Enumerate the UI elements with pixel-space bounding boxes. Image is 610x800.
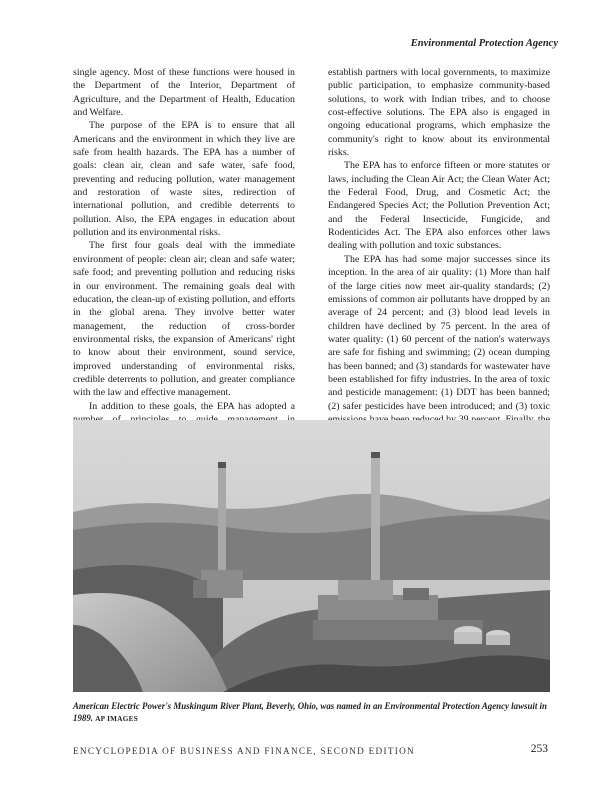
left-paragraph-4: In addition to these goals, the EPA has adopted a (89, 400, 295, 412)
power-plant-illustration (73, 420, 550, 692)
caption-text: American Electric Power's Muskingum River Plant, Beverly, Ohio, was named in an Environmental Protection Agency lawsuit in 1989. (73, 701, 547, 723)
running-head: Environmental Protection Agency (410, 38, 558, 49)
photo-caption (73, 700, 550, 725)
left-column (73, 66, 295, 466)
publication-title: ENCYCLOPEDIA OF BUSINESS AND FINANCE, SECOND EDITION (73, 746, 415, 756)
left-paragraph-3: The first four goals deal with the immediate environment of people: clean air; clean and safe water; safe food; and preventing pollution and reducing risks in our environment. The remaining goals deal with education, the clean-up of existing pollution, and efforts in the global arena. They involve better water management, the reduction of cross-border environmental risks, the expansion of Americans' right to know about their environment, sound service, improved understanding of environmental risks, credible deterrents to pollution, and greater compliance with the law and effective management. (73, 240, 295, 399)
page-number: 253 (530, 743, 548, 755)
left-paragraph-2: The purpose of the EPA is to ensure that all Americans and the environment in which they live are safe from health hazards. The EPA has a number of goals: clean air, clean and safe water, safe food, preventing and reducing pollution, water management and restoration of waste sites, redirection of international pollution, and credible deterrents to pollution. Also, the EPA engages in education about pollution and its environmental risks. (73, 120, 295, 239)
power-plant-photo (73, 420, 550, 692)
right-column (328, 66, 550, 440)
right-paragraph-3: The EPA has had some major successes since its inception. In the area of air quality: (1) More than half of the large cities now meet air-quality standards; (2) emissions of common air pollutants have dropped by an average of 24 percent; and (3) blood lead levels in children have declined by 75 percent. In the area of water quality: (1) 60 percent of the nation's waterways are safe for fishing and swimming; (2) ocean dumping has been banned; and (3) standards for wastewater have been established for fifty industries. In the area of toxic and pesticide management: (1) DDT has been banned; (2) safer pesticides have been introduced; and (3) toxic (328, 253, 550, 412)
right-paragraph-1: establish partners with local governments, to maximize public participation, to emphasize community-based solutions, to work with Indian tribes, and to choose cost-effective solutions. The EPA also is engaged in ongoing educational programs, which emphasize the community's right to know about its environmental risks. (328, 67, 550, 159)
photo-credit: AP IMAGES (95, 715, 139, 723)
left-paragraph-1: single agency. Most of these functions were housed in the Department of the Interior, Department of Agriculture, and the Department of Health, Education and Welfare. (73, 67, 295, 119)
right-paragraph-2: The EPA has to enforce fifteen or more statutes or laws, including the Clean Air Act; the Clean Water Act; the Federal Food, Drug, and Cosmetic Act; the Endangered Species Act; the Pollution Prevention Act; and the Federal Insecticide, Fungicide, and Rodenticides Act. The EPA also enforces other laws dealing with pollution and toxic substances. (328, 160, 550, 252)
